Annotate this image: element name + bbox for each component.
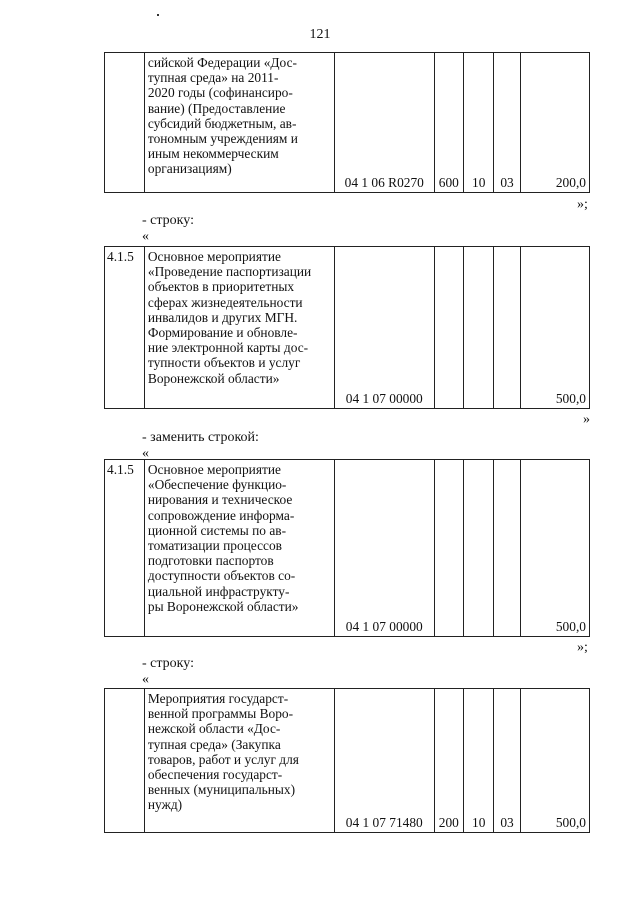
- budget-table-block-2: [104, 246, 590, 409]
- value-cell: 600: [434, 53, 463, 193]
- instruction-line: - заменить строкой:: [142, 430, 259, 445]
- closing-quote: »: [583, 412, 590, 427]
- table-row: [105, 53, 590, 193]
- description-cell: Основное мероприятие «Обеспечение функцио- нирования и техническое сопровождение информа- ционной системы по ав- томатизации процессов подготовки паспортов доступности объектов со- циальной инфраструкту- ры Воронежской области»: [144, 460, 334, 637]
- instruction-line: - строку:: [142, 656, 194, 671]
- closing-quote: »;: [577, 640, 588, 655]
- table-row: [105, 247, 590, 409]
- opening-quote: «: [142, 229, 149, 244]
- table-row: [105, 689, 590, 833]
- value-cell: [464, 247, 494, 409]
- value-cell: 03: [494, 689, 520, 833]
- item-number-cell: [105, 53, 145, 193]
- code-cell: 04 1 07 00000: [334, 247, 434, 409]
- budget-table-block-4: [104, 688, 590, 833]
- table-row: [105, 460, 590, 637]
- description-cell: Основное мероприятие «Проведение паспортизации объектов в приоритетных сферах жизнедеятельности инвалидов и других МГН. Формирование и обновле- ние электронной карты дос- тупности объектов и услуг Воронежской области»: [144, 247, 334, 409]
- code-cell: 04 1 07 00000: [334, 460, 434, 637]
- item-number-cell: 4.1.5: [105, 460, 145, 637]
- instruction-line: - строку:: [142, 213, 194, 228]
- closing-quote: »;: [577, 197, 588, 212]
- amount-cell: 500,0: [520, 247, 589, 409]
- page-number: 121: [309, 27, 331, 42]
- value-cell: 10: [464, 689, 494, 833]
- code-cell: 04 1 07 71480: [334, 689, 434, 833]
- amount-cell: 500,0: [520, 689, 589, 833]
- value-cell: 03: [494, 53, 520, 193]
- amount-cell: 500,0: [520, 460, 589, 637]
- item-number-cell: 4.1.5: [105, 247, 145, 409]
- value-cell: 200: [434, 689, 463, 833]
- budget-table-block-3: [104, 459, 590, 637]
- budget-table-block-1: [104, 52, 590, 193]
- scan-dot: [157, 14, 159, 16]
- amount-cell: 200,0: [520, 53, 589, 193]
- value-cell: [494, 247, 520, 409]
- code-cell: 04 1 06 R0270: [334, 53, 434, 193]
- description-cell: Мероприятия государст- венной программы Воро- нежской области «Дос- тупная среда» (Закупка товаров, работ и услуг для обеспечения государст- венных (муниципальных) нужд): [144, 689, 334, 833]
- value-cell: 10: [464, 53, 494, 193]
- opening-quote: «: [142, 446, 149, 461]
- value-cell: [434, 460, 463, 637]
- value-cell: [434, 247, 463, 409]
- description-cell: сийской Федерации «Дос- тупная среда» на 2011- 2020 годы (софинансиро- вание) (Предоставление субсидий бюджетным, ав- тономным учреждениям и иным некоммерческим организациям): [144, 53, 334, 193]
- opening-quote: «: [142, 672, 149, 687]
- value-cell: [464, 460, 494, 637]
- item-number-cell: [105, 689, 145, 833]
- value-cell: [494, 460, 520, 637]
